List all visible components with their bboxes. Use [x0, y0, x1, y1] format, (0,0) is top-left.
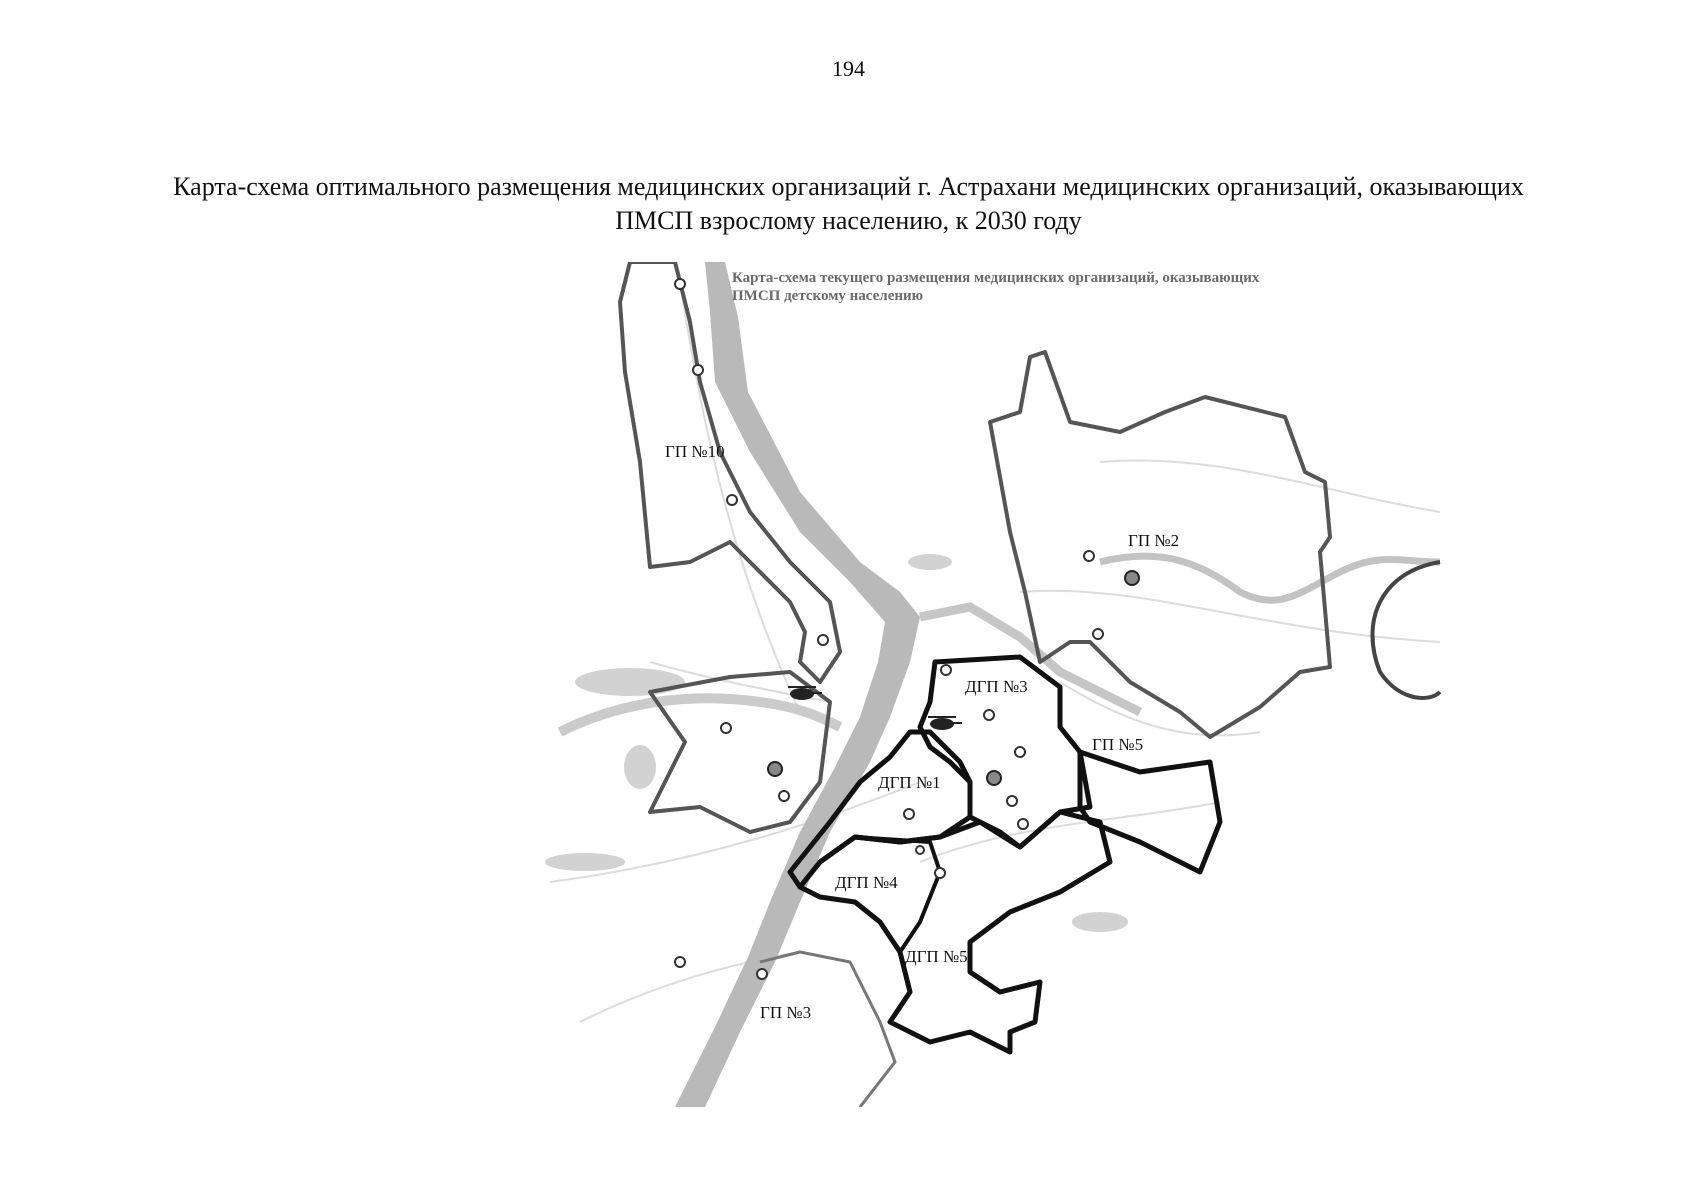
zone-gp5-border [1080, 752, 1220, 872]
facility-marker-icon [1018, 819, 1028, 829]
zone-dgp4-inner [855, 837, 940, 952]
page-title-line1: Карта-схема оптимального размещения медицинских организаций г. Астрахани медицинских организаций, оказывающих [173, 172, 1524, 201]
facility-marker-icon [904, 809, 914, 819]
map-background [550, 282, 1440, 1022]
page-title [90, 170, 1607, 238]
river-branch-east [1100, 556, 1440, 600]
city-map [500, 262, 1450, 1107]
zone-south-border [800, 812, 1110, 1052]
zone-label-dgp3: ДГП №3 [965, 677, 1028, 696]
main-facility-marker-icon [768, 762, 782, 776]
zone-label-dgp4: ДГП №4 [835, 873, 898, 892]
zone-label-gp10: ГП №10 [665, 442, 725, 461]
facility-marker-icon [984, 710, 994, 720]
page-number: 194 [832, 56, 865, 81]
facility-marker-icon [721, 723, 731, 733]
facility-marker-icon [693, 365, 703, 375]
map-inset-title-line1: Карта-схема текущего размещения медицинских организаций, оказывающих [732, 270, 1260, 286]
facility-marker-icon [818, 635, 828, 645]
facility-marker-icon [1015, 747, 1025, 757]
facility-marker-icon [757, 969, 767, 979]
facility-marker-icon [727, 495, 737, 505]
facility-marker-icon [779, 791, 789, 801]
main-facility-marker-icon [1125, 571, 1139, 585]
river-west-branch [560, 698, 840, 732]
facility-marker-icon [1084, 551, 1094, 561]
facility-marker-icon [1007, 796, 1017, 806]
zone-label-gp2: ГП №2 [1128, 531, 1180, 550]
facility-marker-icon [935, 868, 945, 878]
volga-river [675, 262, 920, 1107]
zone-label-gp3: ГП №3 [760, 1003, 812, 1022]
facility-marker-icon [675, 957, 685, 967]
page-title-line2: ПМСП взрослому населению, к 2030 году [615, 206, 1082, 235]
facility-marker-icon [941, 665, 951, 675]
zone-label-dgp1: ДГП №1 [878, 773, 941, 792]
zone-label-gp5: ГП №5 [1092, 735, 1144, 754]
river-loop [1373, 562, 1441, 698]
facility-marker-icon [1093, 629, 1103, 639]
main-facility-marker-icon [987, 771, 1001, 785]
facility-marker-icon [675, 279, 685, 289]
zone-gp3-border [760, 952, 895, 1107]
helicopter-icon [928, 716, 962, 730]
facility-marker-icon [916, 846, 924, 854]
zone-label-dgp5: ДГП №5 [905, 947, 968, 966]
helicopter-icon [788, 686, 822, 700]
map-inset-title-line2: ПМСП детскому населению [732, 288, 924, 304]
